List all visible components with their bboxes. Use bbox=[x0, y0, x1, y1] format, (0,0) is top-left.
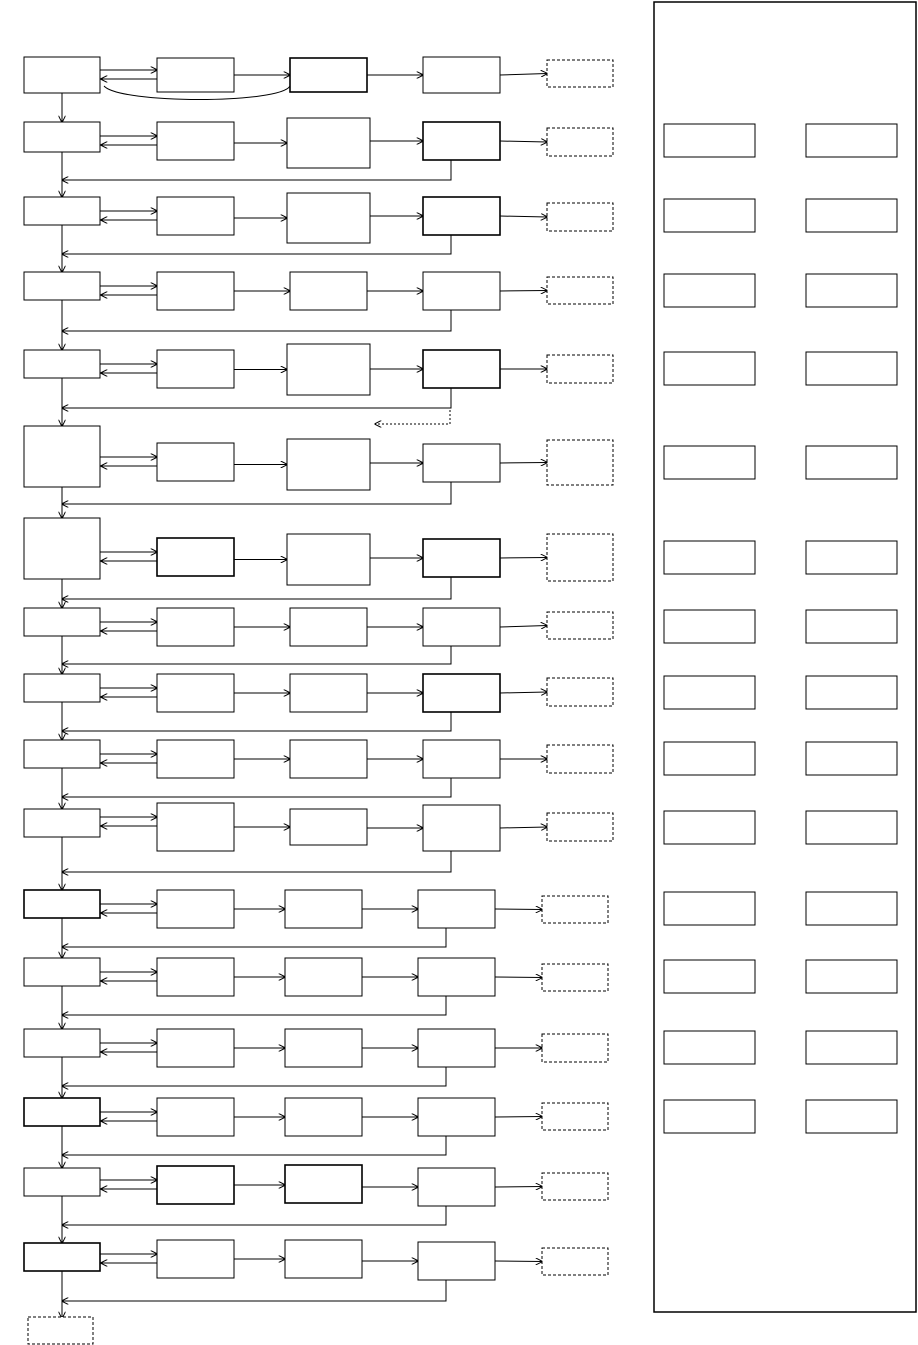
output-box bbox=[547, 813, 613, 841]
side-box bbox=[664, 960, 755, 993]
feedback-arrow bbox=[62, 310, 451, 331]
output-box bbox=[547, 277, 613, 304]
process-box bbox=[423, 740, 500, 778]
side-box bbox=[806, 610, 897, 643]
side-box bbox=[806, 352, 897, 385]
forward-arrow bbox=[495, 909, 542, 910]
side-box bbox=[664, 811, 755, 844]
forward-arrow bbox=[495, 1187, 542, 1188]
process-box bbox=[423, 608, 500, 646]
side-box bbox=[664, 541, 755, 574]
feedback-arrow bbox=[62, 482, 451, 504]
forward-arrow bbox=[500, 141, 547, 142]
feedback-arrow bbox=[62, 1206, 446, 1225]
process-box bbox=[157, 350, 234, 388]
process-box bbox=[290, 740, 367, 778]
process-box bbox=[423, 272, 500, 310]
process-box bbox=[287, 118, 370, 168]
output-box bbox=[547, 612, 613, 639]
side-box bbox=[806, 892, 897, 925]
feedback-arrow bbox=[62, 778, 451, 797]
process-box bbox=[157, 1029, 234, 1067]
process-box bbox=[24, 1168, 100, 1196]
final-output-box bbox=[28, 1317, 93, 1344]
process-box bbox=[418, 1242, 495, 1280]
feedback-arrow bbox=[62, 235, 451, 254]
process-box bbox=[157, 608, 234, 646]
feedback-arrow bbox=[62, 996, 446, 1015]
feedback-arrow bbox=[62, 646, 451, 664]
process-box bbox=[290, 674, 367, 712]
side-box bbox=[806, 1100, 897, 1133]
process-box bbox=[24, 518, 100, 579]
feedback-arrow bbox=[62, 1136, 446, 1155]
process-box bbox=[157, 122, 234, 160]
side-box bbox=[806, 742, 897, 775]
side-box bbox=[664, 676, 755, 709]
feedback-arrow bbox=[62, 577, 451, 599]
process-box bbox=[287, 193, 370, 243]
side-box bbox=[806, 811, 897, 844]
side-box bbox=[664, 1100, 755, 1133]
process-box bbox=[24, 350, 100, 378]
process-box bbox=[285, 1029, 362, 1067]
feedback-arrow bbox=[62, 388, 451, 408]
process-box bbox=[418, 890, 495, 928]
forward-arrow bbox=[500, 558, 547, 559]
output-box bbox=[547, 355, 613, 383]
forward-arrow bbox=[500, 692, 547, 693]
side-box bbox=[806, 274, 897, 307]
side-box bbox=[664, 892, 755, 925]
process-box bbox=[157, 1098, 234, 1136]
process-box bbox=[24, 608, 100, 636]
side-box bbox=[806, 199, 897, 232]
output-box bbox=[542, 1173, 608, 1200]
output-box bbox=[542, 1103, 608, 1130]
process-box bbox=[24, 674, 100, 702]
process-box bbox=[24, 809, 100, 837]
process-box bbox=[157, 1240, 234, 1278]
forward-arrow bbox=[495, 977, 542, 978]
output-box bbox=[542, 1248, 608, 1275]
process-box bbox=[423, 122, 500, 160]
process-box bbox=[285, 1240, 362, 1278]
output-box bbox=[547, 678, 613, 706]
side-box bbox=[664, 446, 755, 479]
dotted-feedback-arrow bbox=[375, 410, 450, 424]
forward-arrow bbox=[495, 1117, 542, 1118]
side-box bbox=[664, 742, 755, 775]
process-box bbox=[423, 350, 500, 388]
process-box bbox=[287, 534, 370, 585]
forward-arrow bbox=[500, 291, 547, 292]
feedback-arrow bbox=[62, 160, 451, 180]
side-box bbox=[806, 124, 897, 157]
process-box bbox=[157, 740, 234, 778]
process-box bbox=[423, 57, 500, 93]
feedback-arrow bbox=[62, 851, 451, 872]
process-box bbox=[287, 344, 370, 395]
process-box bbox=[290, 58, 367, 92]
process-box bbox=[418, 1029, 495, 1067]
process-box bbox=[24, 958, 100, 986]
feedback-arrow bbox=[62, 1280, 446, 1301]
output-box bbox=[542, 1034, 608, 1062]
forward-arrow bbox=[500, 827, 547, 828]
process-box bbox=[290, 608, 367, 646]
forward-arrow bbox=[500, 626, 547, 628]
forward-arrow bbox=[500, 74, 547, 76]
side-box bbox=[806, 541, 897, 574]
process-box bbox=[24, 1243, 100, 1271]
output-box bbox=[547, 60, 613, 87]
process-box bbox=[423, 539, 500, 577]
process-box bbox=[24, 197, 100, 225]
output-box bbox=[542, 896, 608, 923]
process-box bbox=[290, 809, 367, 845]
process-box bbox=[290, 272, 367, 310]
process-box bbox=[157, 58, 234, 92]
process-box bbox=[157, 538, 234, 576]
process-box bbox=[285, 1165, 362, 1203]
process-box bbox=[24, 1029, 100, 1057]
feedback-arrow bbox=[62, 928, 446, 947]
process-box bbox=[157, 272, 234, 310]
process-box bbox=[24, 57, 100, 93]
side-box bbox=[806, 676, 897, 709]
process-box bbox=[423, 197, 500, 235]
process-box bbox=[24, 740, 100, 768]
side-box bbox=[664, 1031, 755, 1064]
process-box bbox=[423, 674, 500, 712]
process-box bbox=[157, 1166, 234, 1204]
process-box bbox=[157, 890, 234, 928]
process-box bbox=[24, 1098, 100, 1126]
process-box bbox=[157, 674, 234, 712]
output-box bbox=[547, 203, 613, 231]
side-box bbox=[664, 124, 755, 157]
process-box bbox=[157, 958, 234, 996]
process-box bbox=[285, 1098, 362, 1136]
process-box bbox=[287, 439, 370, 490]
process-box bbox=[24, 890, 100, 918]
side-box bbox=[664, 199, 755, 232]
process-box bbox=[418, 1168, 495, 1206]
feedback-arrow bbox=[62, 712, 451, 731]
output-box bbox=[547, 534, 613, 581]
forward-arrow bbox=[500, 216, 547, 217]
feedback-arrow bbox=[62, 1067, 446, 1086]
process-box bbox=[285, 958, 362, 996]
process-box bbox=[157, 197, 234, 235]
side-box bbox=[806, 960, 897, 993]
process-box bbox=[423, 805, 500, 851]
forward-arrow bbox=[500, 463, 547, 464]
forward-arrow bbox=[495, 1261, 542, 1262]
process-box bbox=[423, 444, 500, 482]
side-box bbox=[664, 610, 755, 643]
process-box bbox=[285, 890, 362, 928]
process-box bbox=[24, 426, 100, 487]
process-box bbox=[418, 958, 495, 996]
process-box bbox=[418, 1098, 495, 1136]
process-box bbox=[157, 803, 234, 851]
process-box bbox=[24, 272, 100, 300]
output-box bbox=[542, 964, 608, 991]
process-box bbox=[157, 443, 234, 481]
output-box bbox=[547, 440, 613, 485]
output-box bbox=[547, 745, 613, 773]
side-box bbox=[664, 274, 755, 307]
process-box bbox=[24, 122, 100, 152]
side-box bbox=[806, 1031, 897, 1064]
output-box bbox=[547, 128, 613, 156]
side-box bbox=[664, 352, 755, 385]
side-box bbox=[806, 446, 897, 479]
